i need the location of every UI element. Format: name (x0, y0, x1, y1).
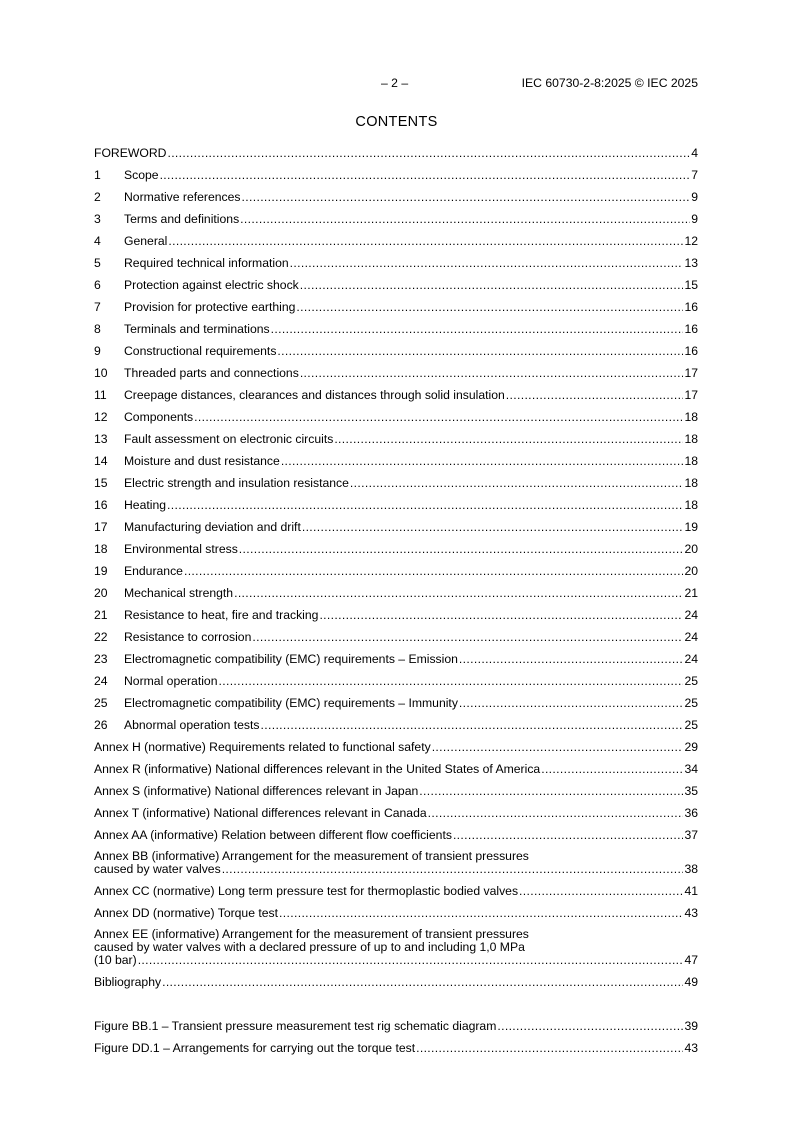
toc-entry-page: 20 (684, 542, 698, 556)
toc-entry-title: Normative references (124, 190, 241, 204)
toc-entry-title: Constructional requirements (124, 344, 277, 358)
toc-entry-title: Resistance to corrosion (124, 630, 252, 644)
toc-entry-title: General (124, 234, 168, 248)
clause-list (94, 168, 698, 732)
clause-number: 18 (94, 542, 108, 556)
toc-entry-page: 24 (684, 608, 698, 622)
toc-entry-page: 9 (691, 190, 698, 204)
toc-entry-page: 18 (684, 476, 698, 490)
toc-entry-title: Normal operation (124, 674, 218, 688)
toc-entry-annex[interactable] (94, 784, 698, 798)
dot-leader (290, 256, 684, 270)
page-header (94, 76, 698, 92)
toc-entry-clause-25[interactable] (94, 696, 698, 710)
toc-entry-page: 7 (691, 168, 698, 182)
toc-entry-annex-row (94, 906, 698, 920)
toc-entry-title: Electric strength and insulation resistance (124, 476, 349, 490)
toc-entry-clause-13[interactable] (94, 432, 698, 446)
clause-number: 19 (94, 564, 108, 578)
dot-leader (519, 884, 683, 898)
dot-leader (432, 740, 684, 754)
dot-leader (239, 542, 684, 556)
clause-number: 12 (94, 410, 108, 424)
toc-entry-clause-5[interactable] (94, 256, 698, 270)
clause-number: 13 (94, 432, 108, 446)
toc-entry-clause-24[interactable] (94, 674, 698, 688)
dot-leader (428, 806, 684, 820)
dot-leader (419, 784, 683, 798)
dot-leader (497, 1019, 683, 1033)
dot-leader (459, 652, 684, 666)
toc-entry-page: 24 (684, 630, 698, 644)
toc-entry-title: Creepage distances, clearances and distances through solid insulation (124, 388, 505, 402)
toc-entry-figure[interactable] (94, 1019, 698, 1033)
toc-entry-annex[interactable] (94, 884, 698, 898)
toc-entry-title: Moisture and dust resistance (124, 454, 280, 468)
section-gap (94, 997, 698, 1019)
toc-entry-page: 18 (684, 498, 698, 512)
toc-entry-page: 25 (684, 674, 698, 688)
toc-entry-clause-20[interactable] (94, 586, 698, 600)
clause-number: 9 (94, 344, 101, 358)
dot-leader (541, 762, 683, 776)
clause-number: 10 (94, 366, 108, 380)
clause-number: 15 (94, 476, 108, 490)
toc-entry-title: Components (124, 410, 194, 424)
toc-entry-title: Heating (124, 498, 167, 512)
toc-entry-clause-12[interactable] (94, 410, 698, 424)
toc-entry-title: caused by water valves (94, 862, 221, 876)
dot-leader (271, 322, 684, 336)
toc-entry-page: 9 (691, 212, 698, 226)
toc-entry-annex[interactable] (94, 850, 698, 876)
toc-entry-title: Endurance (124, 564, 183, 578)
dot-leader (222, 863, 684, 876)
clause-number: 5 (94, 256, 101, 270)
toc-entry-title: Annex R (informative) National differences relevant in the United States of America (94, 762, 541, 776)
dot-leader (240, 212, 690, 226)
toc-entry-title: Abnormal operation tests (124, 718, 260, 732)
toc-entry-clause-18[interactable] (94, 542, 698, 556)
dot-leader (453, 828, 684, 842)
toc-entry-annex[interactable] (94, 762, 698, 776)
dot-leader (281, 454, 684, 468)
toc-entry-title: Terminals and terminations (124, 322, 270, 336)
toc-entry-page: 37 (684, 828, 698, 842)
toc-entry-annex-row (94, 954, 698, 967)
dot-leader (167, 146, 690, 160)
clause-number: 2 (94, 190, 101, 204)
dot-leader (319, 608, 683, 622)
toc-entry-page: 49 (684, 975, 698, 989)
toc-entry-page: 21 (684, 586, 698, 600)
toc-entry-page: 15 (684, 278, 698, 292)
toc-entry-title: Annex AA (informative) Relation between different flow coefficients (94, 828, 452, 842)
toc-entry-title: Scope (124, 168, 159, 182)
dot-leader (252, 630, 683, 644)
page-title: CONTENTS (355, 114, 438, 130)
clause-number: 11 (94, 388, 107, 402)
dot-leader (242, 190, 691, 204)
toc-entry-clause-4[interactable] (94, 234, 698, 248)
dot-leader (138, 954, 684, 967)
clause-number: 3 (94, 212, 101, 226)
toc-entry-title: Figure DD.1 – Arrangements for carrying out the torque test (94, 1041, 416, 1055)
dot-leader (416, 1041, 683, 1055)
toc-entry-page: 39 (684, 1019, 698, 1033)
dot-leader (350, 476, 684, 490)
toc-entry-title: Annex CC (normative) Long term pressure test for thermoplastic bodied valves (94, 884, 519, 898)
toc-entry-annex-row (94, 784, 698, 798)
toc-entry-title: Threaded parts and connections (124, 366, 299, 380)
clause-number: 23 (94, 652, 108, 666)
clause-number: 16 (94, 498, 108, 512)
toc-entry-page: 41 (684, 884, 698, 898)
toc-entry-clause-7[interactable] (94, 300, 698, 314)
clause-number: 25 (94, 696, 108, 710)
toc-entry-annex[interactable] (94, 928, 698, 967)
dot-leader (160, 168, 691, 182)
toc-entry-clause-21[interactable] (94, 608, 698, 622)
clause-number: 7 (94, 300, 101, 314)
toc-entry-page: 17 (684, 388, 698, 402)
toc-entry-title: Fault assessment on electronic circuits (124, 432, 334, 446)
toc-entry-title-line: Annex BB (informative) Arrangement for the measurement of transient pressures (94, 849, 529, 863)
dot-leader (167, 498, 683, 512)
toc-entry-page: 35 (684, 784, 698, 798)
toc-entry-page: 16 (684, 300, 698, 314)
toc-entry-annex-row (94, 884, 698, 898)
toc-entry-bibliography[interactable] (94, 975, 698, 989)
clause-number: 24 (94, 674, 108, 688)
clause-number: 26 (94, 718, 108, 732)
toc-entry-title: Annex H (normative) Requirements related to functional safety (94, 740, 431, 754)
dot-leader (234, 586, 683, 600)
table-of-contents (94, 146, 698, 1063)
toc-entry-page: 36 (684, 806, 698, 820)
toc-entry-clause-3[interactable] (94, 212, 698, 226)
toc-entry-title: Annex T (informative) National differences relevant in Canada (94, 806, 427, 820)
toc-entry-page: 17 (684, 366, 698, 380)
dot-leader (277, 344, 683, 358)
toc-entry-page: 12 (684, 234, 698, 248)
toc-entry-title: Annex DD (normative) Torque test (94, 906, 279, 920)
toc-entry-clause-19[interactable] (94, 564, 698, 578)
toc-entry-title: Required technical information (124, 256, 289, 270)
toc-entry-page: 18 (684, 410, 698, 424)
toc-entry-figure[interactable] (94, 1041, 698, 1055)
toc-entry-clause-9[interactable] (94, 344, 698, 358)
toc-entry-title: Protection against electric shock (124, 278, 299, 292)
toc-entry-annex-row (94, 740, 698, 754)
toc-entry-title: Figure BB.1 – Transient pressure measurement test rig schematic diagram (94, 1019, 497, 1033)
toc-entry-page: 29 (684, 740, 698, 754)
toc-entry-clause-16[interactable] (94, 498, 698, 512)
toc-entry-title-line: caused by water valves with a declared pressure of up to and including 1,0 MPa (94, 940, 525, 954)
toc-entry-title: Manufacturing deviation and drift (124, 520, 301, 534)
toc-entry-clause-10[interactable] (94, 366, 698, 380)
dot-leader (168, 234, 683, 248)
toc-entry-title: Mechanical strength (124, 586, 234, 600)
toc-entry-annex-row (94, 806, 698, 820)
toc-entry-annex-row (94, 863, 698, 876)
toc-entry-clause-22[interactable] (94, 630, 698, 644)
toc-entry-title: Electromagnetic compatibility (EMC) requirements – Emission (124, 652, 458, 666)
dot-leader (162, 975, 683, 989)
toc-entry-annex[interactable] (94, 806, 698, 820)
toc-entry-title: Resistance to heat, fire and tracking (124, 608, 319, 622)
toc-entry-page: 18 (684, 432, 698, 446)
toc-entry-page: 25 (684, 696, 698, 710)
toc-entry-clause-1[interactable] (94, 168, 698, 182)
toc-entry-title: Terms and definitions (124, 212, 240, 226)
clause-number: 4 (94, 234, 101, 248)
clause-number: 8 (94, 322, 101, 336)
dot-leader (296, 300, 683, 314)
dot-leader (194, 410, 683, 424)
dot-leader (334, 432, 683, 446)
toc-entry-page: 34 (684, 762, 698, 776)
toc-entry-title: Provision for protective earthing (124, 300, 296, 314)
toc-entry-page: 43 (684, 906, 698, 920)
clause-number: 14 (94, 454, 108, 468)
page-number: – 2 – (381, 76, 409, 90)
clause-number: 21 (94, 608, 108, 622)
toc-entry-title: Bibliography (94, 975, 162, 989)
toc-entry-page: 4 (691, 146, 698, 160)
toc-entry-foreword[interactable] (94, 146, 698, 160)
toc-entry-clause-8[interactable] (94, 322, 698, 336)
toc-entry-annex[interactable] (94, 740, 698, 754)
annex-list (94, 740, 698, 967)
toc-entry-page: 20 (684, 564, 698, 578)
toc-entry-page: 43 (684, 1041, 698, 1055)
dot-leader (506, 388, 684, 402)
toc-entry-title: Environmental stress (124, 542, 238, 556)
toc-entry-page: 13 (684, 256, 698, 270)
dot-leader (279, 906, 683, 920)
toc-entry-clause-26[interactable] (94, 718, 698, 732)
toc-entry-page: 24 (684, 652, 698, 666)
toc-entry-annex[interactable] (94, 828, 698, 842)
dot-leader (261, 718, 684, 732)
toc-entry-clause-14[interactable] (94, 454, 698, 468)
dot-leader (300, 278, 684, 292)
clause-number: 6 (94, 278, 101, 292)
toc-entry-annex[interactable] (94, 906, 698, 920)
toc-entry-clause-17[interactable] (94, 520, 698, 534)
clause-number: 20 (94, 586, 108, 600)
toc-entry-title: (10 bar) (94, 953, 137, 967)
toc-entry-title: FOREWORD (94, 146, 167, 160)
toc-entry-annex-row (94, 762, 698, 776)
toc-entry-page: 16 (684, 344, 698, 358)
clause-number: 1 (94, 168, 101, 182)
toc-entry-page: 19 (684, 520, 698, 534)
toc-entry-clause-15[interactable] (94, 476, 698, 490)
toc-entry-annex-row (94, 828, 698, 842)
toc-entry-clause-11[interactable] (94, 388, 698, 402)
clause-number: 17 (94, 520, 108, 534)
toc-entry-clause-23[interactable] (94, 652, 698, 666)
dot-leader (218, 674, 683, 688)
toc-entry-page: 18 (684, 454, 698, 468)
toc-entry-clause-6[interactable] (94, 278, 698, 292)
toc-entry-page: 38 (684, 862, 698, 876)
toc-entry-title-line: Annex EE (informative) Arrangement for the measurement of transient pressures (94, 927, 529, 941)
dot-leader (459, 696, 684, 710)
toc-entry-title: Electromagnetic compatibility (EMC) requirements – Immunity (124, 696, 458, 710)
toc-entry-page: 47 (684, 953, 698, 967)
toc-entry-page: 16 (684, 322, 698, 336)
dot-leader (302, 520, 684, 534)
toc-entry-clause-2[interactable] (94, 190, 698, 204)
figure-list (94, 1019, 698, 1055)
toc-entry-title: Annex S (informative) National differences relevant in Japan (94, 784, 419, 798)
document-id: IEC 60730-2-8:2025 © IEC 2025 (521, 76, 698, 90)
clause-number: 22 (94, 630, 108, 644)
dot-leader (300, 366, 684, 380)
toc-entry-page: 25 (684, 718, 698, 732)
dot-leader (184, 564, 683, 578)
